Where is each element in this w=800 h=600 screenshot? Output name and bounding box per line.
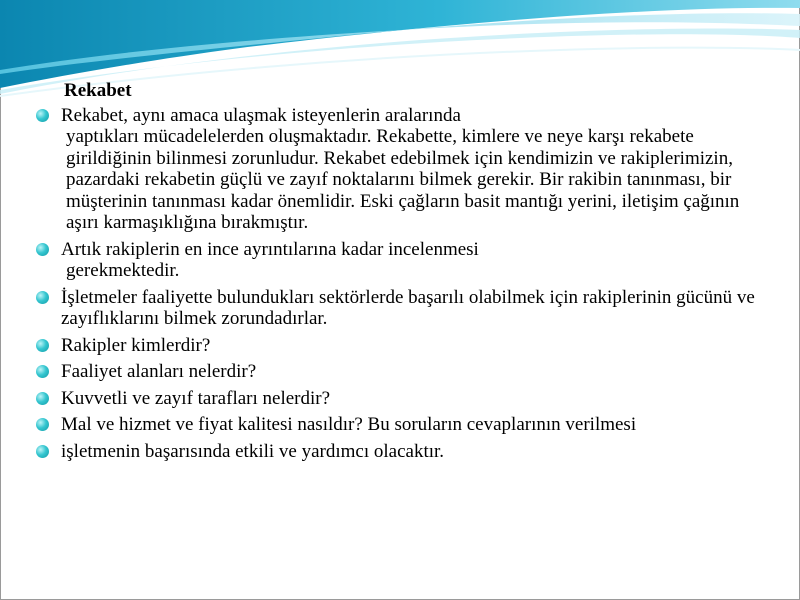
bullet-text: Rakipler kimlerdir? bbox=[61, 334, 211, 356]
bullet-text: Mal ve hizmet ve fiyat kalitesi nasıldır? Bu soruların cevaplarının verilmesi bbox=[61, 414, 637, 435]
bullet-item bbox=[36, 287, 756, 330]
bullet-dot-icon bbox=[36, 291, 49, 304]
bullet-text: Artık rakiplerin en ince ayrıntılarına kadar incelenmesi bbox=[61, 238, 479, 260]
bullet-item bbox=[36, 388, 756, 410]
bullet-item bbox=[36, 335, 756, 357]
bullet-text: Kuvvetli ve zayıf tarafları nelerdir? bbox=[61, 387, 331, 409]
bullet-list bbox=[36, 105, 756, 463]
slide-content bbox=[36, 80, 756, 467]
bullet-item bbox=[36, 105, 756, 234]
bullet-item bbox=[36, 361, 756, 383]
bullet-text: yaptıkları mücadelelerden oluşmaktadır. Rekabette, kimlere ve neye karşı rekabete girildiğinin bilinmesi zorunludur. Rekabet edebilmek için kendimizin ve rakiplerimizin, pazardaki rekabetin güçlü ve zayıf noktalarını bilmek gerekir. Bir rakibin tanınması, bir müşterinin tanınması kadar önemlidir. Eski çağların basit mantığı yerini, iletişim çağının aşırı karmaşıklığına bırakmıştır. bbox=[66, 126, 740, 233]
bullet-item bbox=[36, 441, 756, 463]
bullet-dot-icon bbox=[36, 365, 49, 378]
slide-title: Rekabet bbox=[64, 80, 132, 101]
bullet-dot-icon bbox=[36, 339, 49, 352]
bullet-text: İşletmeler faaliyette bulundukları sektörlerde başarılı olabilmek için rakiplerinin gücünü ve zayıflıklarını bilmek zorundadırlar. bbox=[61, 286, 755, 329]
bullet-dot-icon bbox=[36, 418, 49, 431]
bullet-dot-icon bbox=[36, 445, 49, 458]
bullet-text: Faaliyet alanları nelerdir? bbox=[61, 361, 257, 382]
bullet-dot-icon bbox=[36, 392, 49, 405]
bullet-dot-icon bbox=[36, 109, 49, 122]
bullet-text: Rekabet, aynı amaca ulaşmak isteyenlerin aralarında bbox=[61, 104, 461, 126]
bullet-text: işletmenin başarısında etkili ve yardımcı olacaktır. bbox=[61, 440, 445, 462]
bullet-item bbox=[36, 414, 756, 436]
bullet-text: gerekmektedir. bbox=[66, 260, 180, 281]
bullet-dot-icon bbox=[36, 243, 49, 256]
bullet-item bbox=[36, 239, 756, 282]
